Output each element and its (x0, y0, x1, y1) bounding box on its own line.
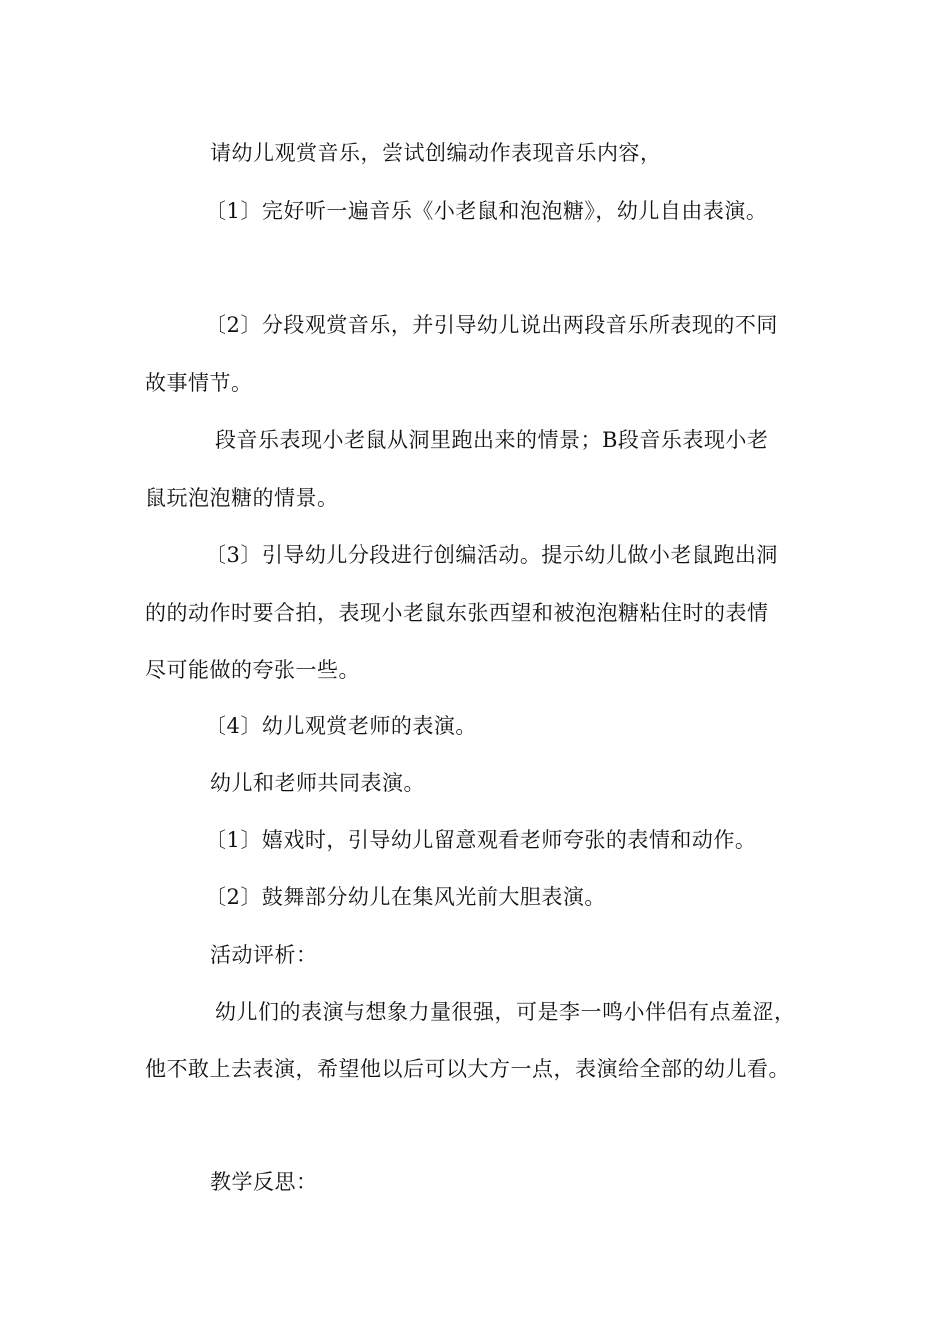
paragraph-line: 请幼儿观赏音乐，尝试创编动作表现音乐内容， (210, 141, 662, 165)
paragraph-line: 〔2〕鼓舞部分幼儿在集风光前大胆表演。 (205, 885, 606, 909)
paragraph-line: 幼儿和老师共同表演。 (210, 771, 425, 795)
paragraph-line: 鼠玩泡泡糖的情景。 (145, 486, 339, 510)
paragraph-line: 幼儿们的表演与想象力量很强，可是李一鸣小伴侣有点羞涩， (215, 1000, 796, 1024)
paragraph-line: 的的动作时要合拍，表现小老鼠东张西望和被泡泡糖粘住时的表情 (145, 601, 769, 625)
paragraph-line: 〔3〕引导幼儿分段进行创编活动。提示幼儿做小老鼠跑出洞 (205, 543, 778, 567)
section-heading: 活动评析： (210, 943, 318, 967)
paragraph-line: 段音乐表现小老鼠从洞里跑出来的情景；B段音乐表现小老 (215, 428, 769, 452)
paragraph-line: 〔4〕幼儿观赏老师的表演。 (205, 714, 477, 738)
paragraph-line: 〔2〕分段观赏音乐，并引导幼儿说出两段音乐所表现的不同 (205, 313, 778, 337)
paragraph-line: 〔1〕嬉戏时，引导幼儿留意观看老师夸张的表情和动作。 (205, 828, 757, 852)
paragraph-line: 〔1〕完好听一遍音乐《小老鼠和泡泡糖》，幼儿自由表演。 (205, 199, 768, 223)
paragraph-line: 故事情节。 (145, 371, 253, 395)
paragraph-line: 尽可能做的夸张一些。 (145, 658, 360, 682)
section-heading: 教学反思： (210, 1170, 318, 1194)
paragraph-line: 他不敢上去表演，希望他以后可以大方一点，表演给全部的幼儿看。 (145, 1057, 790, 1081)
